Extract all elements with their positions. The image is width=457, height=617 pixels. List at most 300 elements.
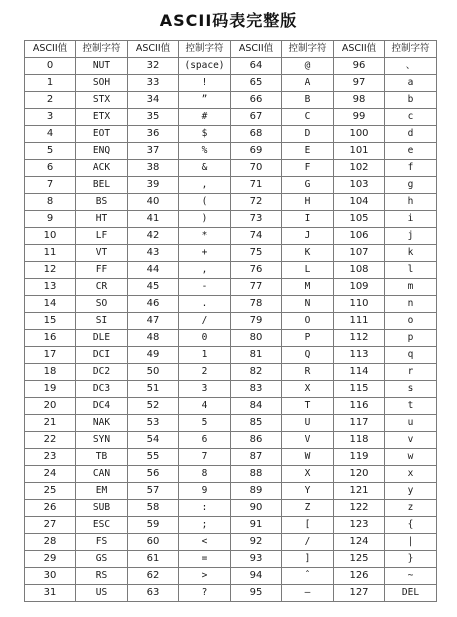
control-char-cell: O <box>282 313 334 330</box>
control-char-cell: N <box>282 296 334 313</box>
ascii-value-cell: 107 <box>334 245 385 262</box>
ascii-value-cell: 53 <box>128 415 179 432</box>
control-char-cell: o <box>385 313 437 330</box>
ascii-value-cell: 76 <box>231 262 282 279</box>
ascii-value-cell: 10 <box>25 228 76 245</box>
ascii-value-cell: 48 <box>128 330 179 347</box>
ascii-value-cell: 13 <box>25 279 76 296</box>
ascii-value-cell: 40 <box>128 194 179 211</box>
ascii-value-cell: 39 <box>128 177 179 194</box>
control-char-cell: a <box>385 75 437 92</box>
ascii-value-cell: 92 <box>231 534 282 551</box>
table-row <box>25 313 437 330</box>
control-char-cell: (space) <box>179 58 231 75</box>
table-row <box>25 568 437 585</box>
control-char-cell: 2 <box>179 364 231 381</box>
control-char-cell: SYN <box>76 432 128 449</box>
control-char-cell: $ <box>179 126 231 143</box>
ascii-value-cell: 20 <box>25 398 76 415</box>
table-row <box>25 92 437 109</box>
ascii-value-cell: 100 <box>334 126 385 143</box>
ascii-value-cell: 103 <box>334 177 385 194</box>
control-char-cell: GS <box>76 551 128 568</box>
ascii-value-cell: 116 <box>334 398 385 415</box>
control-char-cell: W <box>282 449 334 466</box>
control-char-cell: . <box>179 296 231 313</box>
control-char-cell: s <box>385 381 437 398</box>
ascii-value-cell: 33 <box>128 75 179 92</box>
header-control-char: 控制字符 <box>179 41 231 58</box>
ascii-value-cell: 19 <box>25 381 76 398</box>
control-char-cell: = <box>179 551 231 568</box>
control-char-cell: @ <box>282 58 334 75</box>
control-char-cell: 1 <box>179 347 231 364</box>
ascii-value-cell: 90 <box>231 500 282 517</box>
ascii-value-cell: 6 <box>25 160 76 177</box>
ascii-value-cell: 30 <box>25 568 76 585</box>
ascii-value-cell: 73 <box>231 211 282 228</box>
ascii-value-cell: 18 <box>25 364 76 381</box>
ascii-value-cell: 82 <box>231 364 282 381</box>
ascii-value-cell: 29 <box>25 551 76 568</box>
ascii-value-cell: 85 <box>231 415 282 432</box>
header-control-char: 控制字符 <box>385 41 437 58</box>
ascii-value-cell: 117 <box>334 415 385 432</box>
control-char-cell: ” <box>179 92 231 109</box>
table-row <box>25 279 437 296</box>
control-char-cell: DC3 <box>76 381 128 398</box>
table-row <box>25 500 437 517</box>
control-char-cell: ESC <box>76 517 128 534</box>
control-char-cell: | <box>385 534 437 551</box>
control-char-cell: } <box>385 551 437 568</box>
ascii-value-cell: 113 <box>334 347 385 364</box>
control-char-cell: j <box>385 228 437 245</box>
control-char-cell: i <box>385 211 437 228</box>
ascii-value-cell: 27 <box>25 517 76 534</box>
control-char-cell: F <box>282 160 334 177</box>
ascii-value-cell: 108 <box>334 262 385 279</box>
ascii-value-cell: 55 <box>128 449 179 466</box>
control-char-cell: w <box>385 449 437 466</box>
ascii-value-cell: 2 <box>25 92 76 109</box>
table-row <box>25 415 437 432</box>
ascii-value-cell: 70 <box>231 160 282 177</box>
ascii-value-cell: 35 <box>128 109 179 126</box>
ascii-value-cell: 94 <box>231 568 282 585</box>
control-char-cell: U <box>282 415 334 432</box>
ascii-value-cell: 23 <box>25 449 76 466</box>
ascii-value-cell: 11 <box>25 245 76 262</box>
table-row <box>25 466 437 483</box>
control-char-cell: LF <box>76 228 128 245</box>
table-row <box>25 347 437 364</box>
ascii-value-cell: 95 <box>231 585 282 602</box>
control-char-cell: DEL <box>385 585 437 602</box>
ascii-value-cell: 16 <box>25 330 76 347</box>
table-row <box>25 109 437 126</box>
ascii-value-cell: 115 <box>334 381 385 398</box>
ascii-value-cell: 26 <box>25 500 76 517</box>
table-row <box>25 398 437 415</box>
ascii-value-cell: 22 <box>25 432 76 449</box>
ascii-value-cell: 65 <box>231 75 282 92</box>
ascii-value-cell: 102 <box>334 160 385 177</box>
control-char-cell: SO <box>76 296 128 313</box>
control-char-cell: SOH <box>76 75 128 92</box>
control-char-cell: SUB <box>76 500 128 517</box>
control-char-cell: h <box>385 194 437 211</box>
control-char-cell: # <box>179 109 231 126</box>
control-char-cell: DC4 <box>76 398 128 415</box>
table-row <box>25 551 437 568</box>
ascii-value-cell: 104 <box>334 194 385 211</box>
ascii-value-cell: 69 <box>231 143 282 160</box>
ascii-value-cell: 49 <box>128 347 179 364</box>
control-char-cell: NUT <box>76 58 128 75</box>
control-char-cell: 0 <box>179 330 231 347</box>
control-char-cell: * <box>179 228 231 245</box>
ascii-value-cell: 43 <box>128 245 179 262</box>
control-char-cell: ( <box>179 194 231 211</box>
control-char-cell: T <box>282 398 334 415</box>
header-control-char: 控制字符 <box>282 41 334 58</box>
control-char-cell: FF <box>76 262 128 279</box>
ascii-value-cell: 38 <box>128 160 179 177</box>
table-row <box>25 75 437 92</box>
ascii-value-cell: 71 <box>231 177 282 194</box>
control-char-cell: p <box>385 330 437 347</box>
ascii-value-cell: 91 <box>231 517 282 534</box>
control-char-cell: 、 <box>385 58 437 75</box>
ascii-value-cell: 15 <box>25 313 76 330</box>
control-char-cell: l <box>385 262 437 279</box>
table-row <box>25 585 437 602</box>
header-ascii-value: ASCII值 <box>334 41 385 58</box>
ascii-value-cell: 72 <box>231 194 282 211</box>
ascii-value-cell: 37 <box>128 143 179 160</box>
ascii-value-cell: 68 <box>231 126 282 143</box>
control-char-cell: q <box>385 347 437 364</box>
ascii-value-cell: 66 <box>231 92 282 109</box>
table-row <box>25 381 437 398</box>
ascii-value-cell: 121 <box>334 483 385 500</box>
ascii-value-cell: 89 <box>231 483 282 500</box>
control-char-cell: VT <box>76 245 128 262</box>
ascii-value-cell: 12 <box>25 262 76 279</box>
ascii-value-cell: 0 <box>25 58 76 75</box>
table-row <box>25 517 437 534</box>
table-row <box>25 126 437 143</box>
control-char-cell: C <box>282 109 334 126</box>
ascii-value-cell: 114 <box>334 364 385 381</box>
ascii-value-cell: 1 <box>25 75 76 92</box>
ascii-value-cell: 4 <box>25 126 76 143</box>
ascii-value-cell: 124 <box>334 534 385 551</box>
ascii-value-cell: 32 <box>128 58 179 75</box>
control-char-cell: I <box>282 211 334 228</box>
ascii-value-cell: 62 <box>128 568 179 585</box>
ascii-value-cell: 80 <box>231 330 282 347</box>
control-char-cell: ETX <box>76 109 128 126</box>
ascii-value-cell: 28 <box>25 534 76 551</box>
table-row <box>25 534 437 551</box>
table-row <box>25 58 437 75</box>
control-char-cell: ; <box>179 517 231 534</box>
ascii-value-cell: 34 <box>128 92 179 109</box>
ascii-value-cell: 99 <box>334 109 385 126</box>
table-row <box>25 432 437 449</box>
ascii-value-cell: 25 <box>25 483 76 500</box>
ascii-value-cell: 8 <box>25 194 76 211</box>
control-char-cell: : <box>179 500 231 517</box>
ascii-value-cell: 122 <box>334 500 385 517</box>
ascii-value-cell: 81 <box>231 347 282 364</box>
control-char-cell: ) <box>179 211 231 228</box>
header-ascii-value: ASCII值 <box>25 41 76 58</box>
control-char-cell: CAN <box>76 466 128 483</box>
control-char-cell: X <box>282 381 334 398</box>
control-char-cell: BS <box>76 194 128 211</box>
control-char-cell: ! <box>179 75 231 92</box>
ascii-value-cell: 84 <box>231 398 282 415</box>
control-char-cell: J <box>282 228 334 245</box>
ascii-value-cell: 64 <box>231 58 282 75</box>
table-row <box>25 262 437 279</box>
control-char-cell: CR <box>76 279 128 296</box>
control-char-cell: EOT <box>76 126 128 143</box>
control-char-cell: 9 <box>179 483 231 500</box>
control-char-cell: f <box>385 160 437 177</box>
ascii-value-cell: 42 <box>128 228 179 245</box>
control-char-cell: RS <box>76 568 128 585</box>
control-char-cell: { <box>385 517 437 534</box>
control-char-cell: g <box>385 177 437 194</box>
ascii-value-cell: 112 <box>334 330 385 347</box>
ascii-value-cell: 45 <box>128 279 179 296</box>
control-char-cell: D <box>282 126 334 143</box>
control-char-cell: H <box>282 194 334 211</box>
control-char-cell: ˆ <box>282 568 334 585</box>
ascii-value-cell: 47 <box>128 313 179 330</box>
control-char-cell: [ <box>282 517 334 534</box>
control-char-cell: ~ <box>385 568 437 585</box>
ascii-value-cell: 17 <box>25 347 76 364</box>
ascii-value-cell: 119 <box>334 449 385 466</box>
table-row <box>25 296 437 313</box>
control-char-cell: L <box>282 262 334 279</box>
ascii-value-cell: 24 <box>25 466 76 483</box>
ascii-value-cell: 44 <box>128 262 179 279</box>
table-row <box>25 364 437 381</box>
control-char-cell: b <box>385 92 437 109</box>
ascii-value-cell: 46 <box>128 296 179 313</box>
control-char-cell: P <box>282 330 334 347</box>
ascii-value-cell: 51 <box>128 381 179 398</box>
control-char-cell: + <box>179 245 231 262</box>
ascii-value-cell: 97 <box>334 75 385 92</box>
header-control-char: 控制字符 <box>76 41 128 58</box>
control-char-cell: HT <box>76 211 128 228</box>
control-char-cell: 7 <box>179 449 231 466</box>
ascii-value-cell: 126 <box>334 568 385 585</box>
control-char-cell: SI <box>76 313 128 330</box>
ascii-value-cell: 88 <box>231 466 282 483</box>
ascii-value-cell: 5 <box>25 143 76 160</box>
control-char-cell: u <box>385 415 437 432</box>
ascii-value-cell: 101 <box>334 143 385 160</box>
control-char-cell: < <box>179 534 231 551</box>
table-header-row <box>25 41 437 58</box>
control-char-cell: ENQ <box>76 143 128 160</box>
control-char-cell: / <box>179 313 231 330</box>
control-char-cell: G <box>282 177 334 194</box>
control-char-cell: ] <box>282 551 334 568</box>
ascii-value-cell: 96 <box>334 58 385 75</box>
control-char-cell: % <box>179 143 231 160</box>
ascii-value-cell: 56 <box>128 466 179 483</box>
ascii-value-cell: 36 <box>128 126 179 143</box>
ascii-value-cell: 67 <box>231 109 282 126</box>
control-char-cell: x <box>385 466 437 483</box>
ascii-value-cell: 77 <box>231 279 282 296</box>
control-char-cell: d <box>385 126 437 143</box>
ascii-value-cell: 78 <box>231 296 282 313</box>
control-char-cell: v <box>385 432 437 449</box>
table-row <box>25 449 437 466</box>
page-title: ASCII码表完整版 <box>159 11 298 30</box>
ascii-value-cell: 123 <box>334 517 385 534</box>
table-row <box>25 194 437 211</box>
control-char-cell: Z <box>282 500 334 517</box>
control-char-cell: B <box>282 92 334 109</box>
control-char-cell: 3 <box>179 381 231 398</box>
table-row <box>25 211 437 228</box>
control-char-cell: 8 <box>179 466 231 483</box>
control-char-cell: 6 <box>179 432 231 449</box>
control-char-cell: m <box>385 279 437 296</box>
ascii-value-cell: 75 <box>231 245 282 262</box>
control-char-cell: DLE <box>76 330 128 347</box>
control-char-cell: r <box>385 364 437 381</box>
control-char-cell: FS <box>76 534 128 551</box>
ascii-value-cell: 7 <box>25 177 76 194</box>
table-row <box>25 143 437 160</box>
header-ascii-value: ASCII值 <box>231 41 282 58</box>
ascii-value-cell: 21 <box>25 415 76 432</box>
ascii-value-cell: 58 <box>128 500 179 517</box>
control-char-cell: STX <box>76 92 128 109</box>
control-char-cell: t <box>385 398 437 415</box>
ascii-value-cell: 93 <box>231 551 282 568</box>
control-char-cell: - <box>179 279 231 296</box>
ascii-value-cell: 74 <box>231 228 282 245</box>
ascii-value-cell: 14 <box>25 296 76 313</box>
table-row <box>25 228 437 245</box>
control-char-cell: K <box>282 245 334 262</box>
ascii-value-cell: 118 <box>334 432 385 449</box>
table-body <box>25 58 437 602</box>
control-char-cell: ? <box>179 585 231 602</box>
control-char-cell: & <box>179 160 231 177</box>
control-char-cell: ACK <box>76 160 128 177</box>
control-char-cell: > <box>179 568 231 585</box>
ascii-value-cell: 57 <box>128 483 179 500</box>
ascii-value-cell: 50 <box>128 364 179 381</box>
control-char-cell: n <box>385 296 437 313</box>
ascii-value-cell: 61 <box>128 551 179 568</box>
control-char-cell: A <box>282 75 334 92</box>
control-char-cell: E <box>282 143 334 160</box>
control-char-cell: V <box>282 432 334 449</box>
ascii-value-cell: 63 <box>128 585 179 602</box>
ascii-value-cell: 60 <box>128 534 179 551</box>
ascii-value-cell: 105 <box>334 211 385 228</box>
ascii-value-cell: 111 <box>334 313 385 330</box>
ascii-value-cell: 106 <box>334 228 385 245</box>
control-char-cell: / <box>282 534 334 551</box>
table-row <box>25 245 437 262</box>
ascii-value-cell: 54 <box>128 432 179 449</box>
table-row <box>25 177 437 194</box>
control-char-cell: R <box>282 364 334 381</box>
control-char-cell: DC2 <box>76 364 128 381</box>
ascii-value-cell: 41 <box>128 211 179 228</box>
table-row <box>25 483 437 500</box>
control-char-cell: — <box>282 585 334 602</box>
control-char-cell: Y <box>282 483 334 500</box>
ascii-table <box>24 40 437 602</box>
ascii-value-cell: 31 <box>25 585 76 602</box>
control-char-cell: 4 <box>179 398 231 415</box>
table-row <box>25 160 437 177</box>
ascii-value-cell: 125 <box>334 551 385 568</box>
control-char-cell: , <box>179 262 231 279</box>
ascii-value-cell: 59 <box>128 517 179 534</box>
ascii-value-cell: 109 <box>334 279 385 296</box>
ascii-value-cell: 98 <box>334 92 385 109</box>
control-char-cell: NAK <box>76 415 128 432</box>
ascii-value-cell: 9 <box>25 211 76 228</box>
control-char-cell: z <box>385 500 437 517</box>
header-ascii-value: ASCII值 <box>128 41 179 58</box>
control-char-cell: y <box>385 483 437 500</box>
control-char-cell: , <box>179 177 231 194</box>
ascii-value-cell: 120 <box>334 466 385 483</box>
ascii-value-cell: 52 <box>128 398 179 415</box>
control-char-cell: DCI <box>76 347 128 364</box>
control-char-cell: X <box>282 466 334 483</box>
ascii-value-cell: 79 <box>231 313 282 330</box>
control-char-cell: Q <box>282 347 334 364</box>
control-char-cell: EM <box>76 483 128 500</box>
ascii-value-cell: 87 <box>231 449 282 466</box>
control-char-cell: TB <box>76 449 128 466</box>
ascii-value-cell: 110 <box>334 296 385 313</box>
control-char-cell: e <box>385 143 437 160</box>
control-char-cell: k <box>385 245 437 262</box>
ascii-value-cell: 86 <box>231 432 282 449</box>
control-char-cell: 5 <box>179 415 231 432</box>
ascii-value-cell: 3 <box>25 109 76 126</box>
control-char-cell: BEL <box>76 177 128 194</box>
table-row <box>25 330 437 347</box>
control-char-cell: c <box>385 109 437 126</box>
ascii-value-cell: 83 <box>231 381 282 398</box>
control-char-cell: US <box>76 585 128 602</box>
control-char-cell: M <box>282 279 334 296</box>
ascii-value-cell: 127 <box>334 585 385 602</box>
